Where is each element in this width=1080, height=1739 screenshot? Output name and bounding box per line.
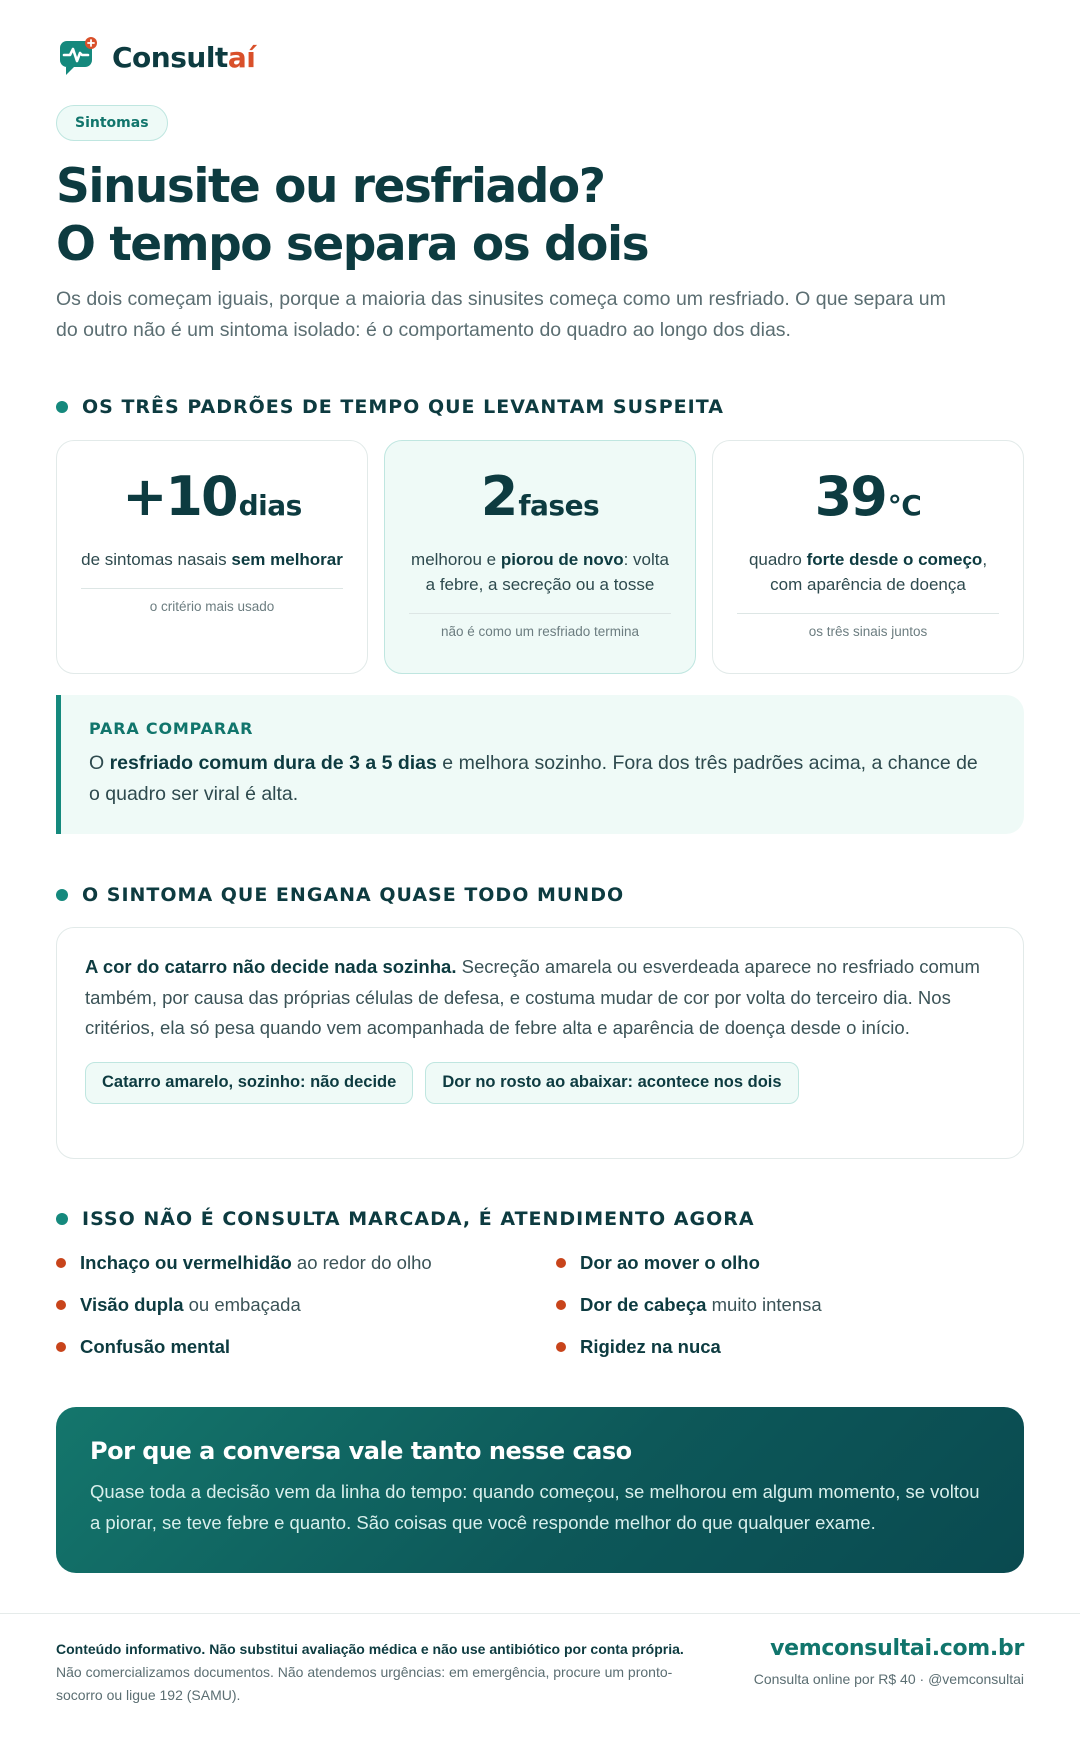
stat-footnote: não é como um resfriado termina: [440, 624, 640, 639]
list-item: Dor ao mover o olho: [556, 1250, 1024, 1276]
stat-value: +10dias: [122, 465, 302, 528]
stat-value: 39°C: [814, 465, 922, 528]
stat-value: 2fases: [480, 465, 600, 528]
footer-disclaimer: Conteúdo informativo. Não substitui avaliação médica e não use antibiótico por conta própria. Não comercializamos documentos. Não atendemos urgências: em emergência, procure um pronto-socorro ou ligue 192 (SAMU).: [56, 1641, 684, 1703]
pattern-cards: [56, 440, 1024, 674]
category-badge: Sintomas: [56, 105, 168, 141]
site-url-link[interactable]: vemconsultai.com.br: [770, 1636, 1024, 1661]
stat-description: de sintomas nasais sem melhorar: [81, 550, 343, 569]
list-item: Dor de cabeça muito intensa: [556, 1292, 1024, 1318]
warning-dot-icon: [556, 1258, 566, 1268]
warning-dot-icon: [56, 1258, 66, 1268]
chip: Catarro amarelo, sozinho: não decide: [85, 1062, 413, 1104]
compare-heading: PARA COMPARAR: [89, 719, 254, 738]
bullet-dot-icon: [56, 401, 68, 413]
symptom-text: A cor do catarro não decide nada sozinha. Secreção amarela ou esverdeada aparece no resfriado comum também, por causa das próprias células de defesa, e costuma mudar de cor por volta do terceiro dia. Nos critérios, ela só pesa quando vem acompanhada de febre alta e aparência de doença desde o início.: [85, 956, 980, 1038]
urgent-list: [56, 1250, 1024, 1360]
symptom-card: [56, 927, 1024, 1159]
stat-description: quadro forte desde o começo, com aparência de doença: [748, 550, 988, 594]
urgent-heading: ISSO NÃO É CONSULTA MARCADA, É ATENDIMENTO AGORA: [56, 1208, 755, 1230]
site-subtitle: Consulta online por R$ 40 · @vemconsultai: [753, 1671, 1024, 1687]
chat-pulse-icon: [58, 36, 100, 78]
symptom-heading: O SINTOMA QUE ENGANA QUASE TODO MUNDO: [56, 884, 624, 906]
bullet-dot-icon: [56, 889, 68, 901]
patterns-heading: OS TRÊS PADRÕES DE TEMPO QUE LEVANTAM SUSPEITA: [56, 396, 724, 418]
stat-footnote: os três sinais juntos: [808, 624, 928, 639]
footer-divider: [0, 1613, 1080, 1614]
footer-site: [754, 1636, 1024, 1687]
stat-description: melhorou e piorou de novo: volta a febre, a secreção ou a tosse: [411, 550, 669, 594]
pattern-card: [712, 440, 1024, 674]
pattern-card: [384, 440, 696, 674]
stat-footnote: o critério mais usado: [149, 599, 275, 614]
list-item: Confusão mental: [56, 1334, 556, 1360]
warning-dot-icon: [56, 1342, 66, 1352]
page-title: [56, 158, 648, 274]
warning-dot-icon: [556, 1342, 566, 1352]
brand: [58, 36, 255, 78]
warning-dot-icon: [56, 1300, 66, 1310]
conversation-heading: Por que a conversa vale tanto nesse caso: [90, 1437, 632, 1465]
warning-dot-icon: [556, 1300, 566, 1310]
compare-callout: [56, 695, 1024, 834]
conversation-text: Quase toda a decisão vem da linha do tempo: quando começou, se melhorou em algum momento, se voltou a piorar, se teve febre e quanto. São coisas que você responde melhor do que qualquer exame.: [90, 1481, 980, 1533]
symptom-chips: [85, 1062, 995, 1104]
bullet-dot-icon: [56, 1213, 68, 1225]
page-title-line2: O tempo separa os dois: [56, 217, 649, 272]
list-item: Visão dupla ou embaçada: [56, 1292, 556, 1318]
lead-paragraph: Os dois começam iguais, porque a maioria das sinusites começa como um resfriado. O que separa um do outro não é um sintoma isolado: é o comportamento do quadro ao longo dos dias.: [56, 288, 946, 341]
pattern-card: [56, 440, 368, 674]
page-title-line1: Sinusite ou resfriado?: [56, 159, 605, 214]
compare-text: O resfriado comum dura de 3 a 5 dias e melhora sozinho. Fora dos três padrões acima, a chance de o quadro ser viral é alta.: [89, 752, 978, 805]
conversation-callout: [56, 1407, 1024, 1573]
list-item: Rigidez na nuca: [556, 1334, 1024, 1360]
chip: Dor no rosto ao abaixar: acontece nos dois: [425, 1062, 798, 1104]
brand-name: Consultaí: [112, 40, 256, 74]
list-item: Inchaço ou vermelhidão ao redor do olho: [56, 1250, 556, 1276]
